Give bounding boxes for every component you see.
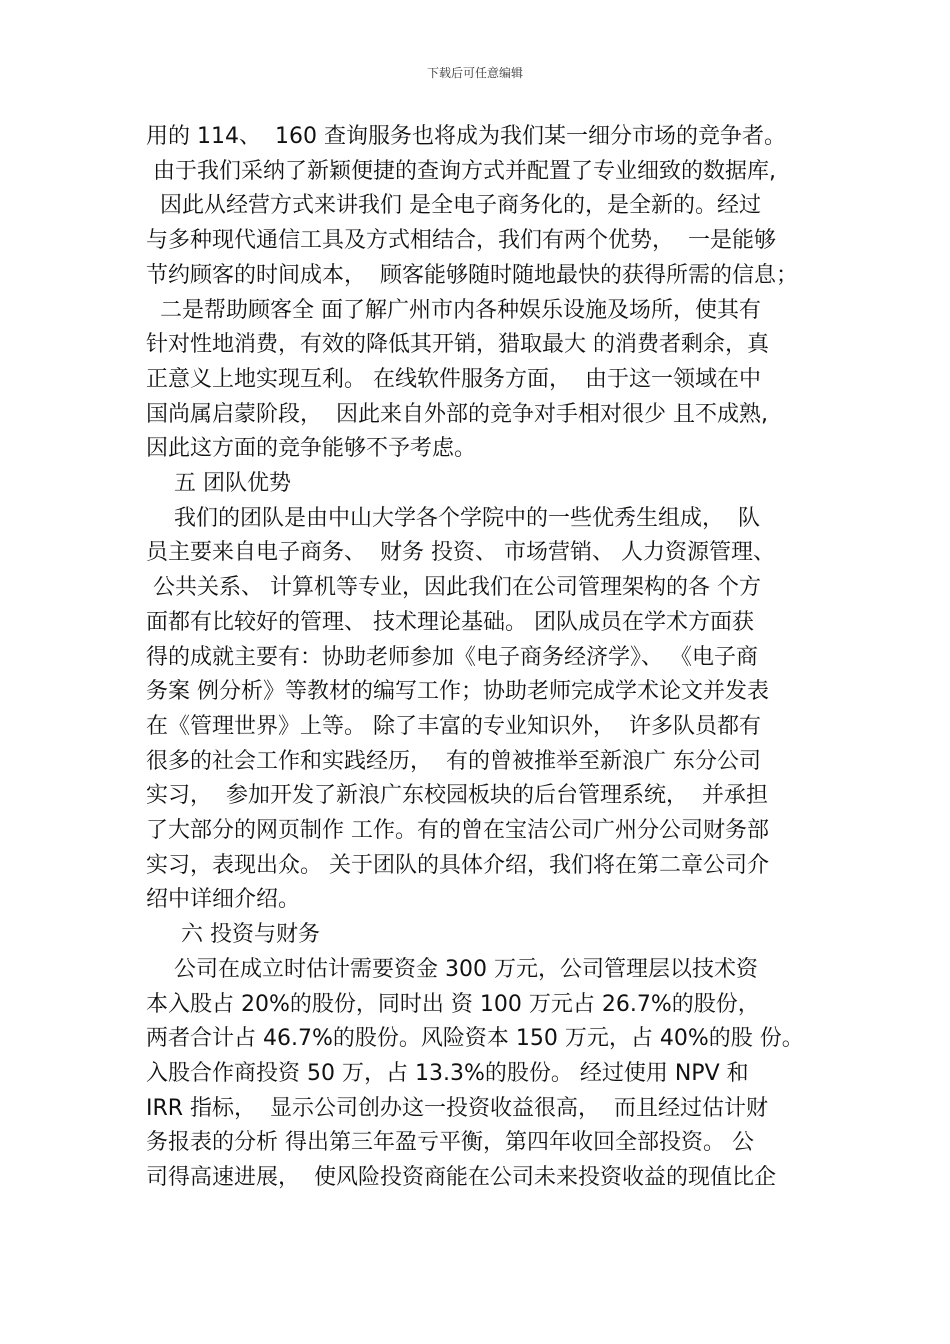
text-line: 入股合作商投资 50 万，占 13.3%的股份。 经过使用 NPV 和 [146, 1060, 749, 1086]
text-line: 实习， 参加开发了新浪广东校园板块的后台管理系统， 并承担 [146, 783, 768, 809]
text-line: 用的 114、 160 查询服务也将成为我们某一细分市场的竞争者。 [146, 124, 786, 149]
text-line: 两者合计占 46.7%的股份。风险资本 150 万元，占 40%的股 份。 [146, 1026, 804, 1052]
text-line: 五 团队优势 [146, 471, 291, 496]
text-line: 公司在成立时估计需要资金 300 万元，公司管理层以技术资 [146, 956, 758, 982]
text-line: 针对性地消费，有效的降低其开销，猎取最大 的消费者剩余，真 [146, 332, 769, 358]
text-line: 公共关系、 计算机等专业，因此我们在公司管理架构的各 个方 [146, 575, 761, 601]
text-line: 因此这方面的竞争能够不予考虑。 [146, 436, 477, 462]
text-line: 绍中详细介绍。 [146, 887, 301, 913]
text-line: 因此从经营方式来讲我们 是全电子商务化的，是全新的。经过 [146, 193, 761, 219]
text-line: 我们的团队是由中山大学各个学院中的一些优秀生组成， 队 [146, 505, 760, 531]
text-line: 六 投资与财务 [146, 922, 320, 948]
page-header: 下载后可任意编辑 [426, 66, 523, 80]
text-line: 由于我们采纳了新颖便捷的查询方式并配置了专业细致的数据库, [146, 158, 776, 184]
text-line: 国尚属启蒙阶段， 因此来自外部的竞争对手相对很少 且不成熟, [146, 401, 768, 427]
text-line: 节约顾客的时间成本， 顾客能够随时随地最快的获得所需的信息； [146, 262, 798, 288]
text-line: 员主要来自电子商务、 财务 投资、 市场营销、 人力资源管理、 [146, 540, 775, 566]
text-line: 司得高速进展， 使风险投资商能在公司未来投资收益的现值比企 [146, 1165, 776, 1190]
text-line: IRR 指标， 显示公司创办这一投资收益很高， 而且经过估计财 [146, 1095, 769, 1121]
text-line: 务案 例分析》等教材的编写工作；协助老师完成学术论文并发表 [146, 679, 769, 705]
text-line: 正意义上地实现互利。 在线软件服务方面， 由于这一领域在中 [146, 366, 761, 392]
text-line: 与多种现代通信工具及方式相结合，我们有两个优势， 一是能够 [146, 228, 776, 254]
text-line: 务报表的分析 得出第三年盈亏平衡，第四年收回全部投资。 公 [146, 1130, 754, 1156]
text-line: 了大部分的网页制作 工作。有的曾在宝洁公司广州分公司财务部 [146, 818, 769, 843]
text-line: 二是帮助顾客全 面了解广州市内各种娱乐设施及场所，使其有 [146, 297, 761, 323]
text-line: 面都有比较好的管理、 技术理论基础。 团队成员在学术方面获 [146, 609, 754, 635]
text-line: 实习，表现出众。 关于团队的具体介绍，我们将在第二章公司介 [146, 852, 769, 878]
text-line: 本入股占 20%的股份，同时出 资 100 万元占 26.7%的股份， [146, 991, 760, 1017]
text-line: 在《管理世界》上等。 除了丰富的专业知识外， 许多队员都有 [146, 713, 761, 739]
text-line: 得的成就主要有：协助老师参加《电子商务经济学》、 《电子商 [146, 644, 758, 670]
text-line: 很多的社会工作和实践经历， 有的曾被推举至新浪广 东分公司 [146, 748, 761, 774]
